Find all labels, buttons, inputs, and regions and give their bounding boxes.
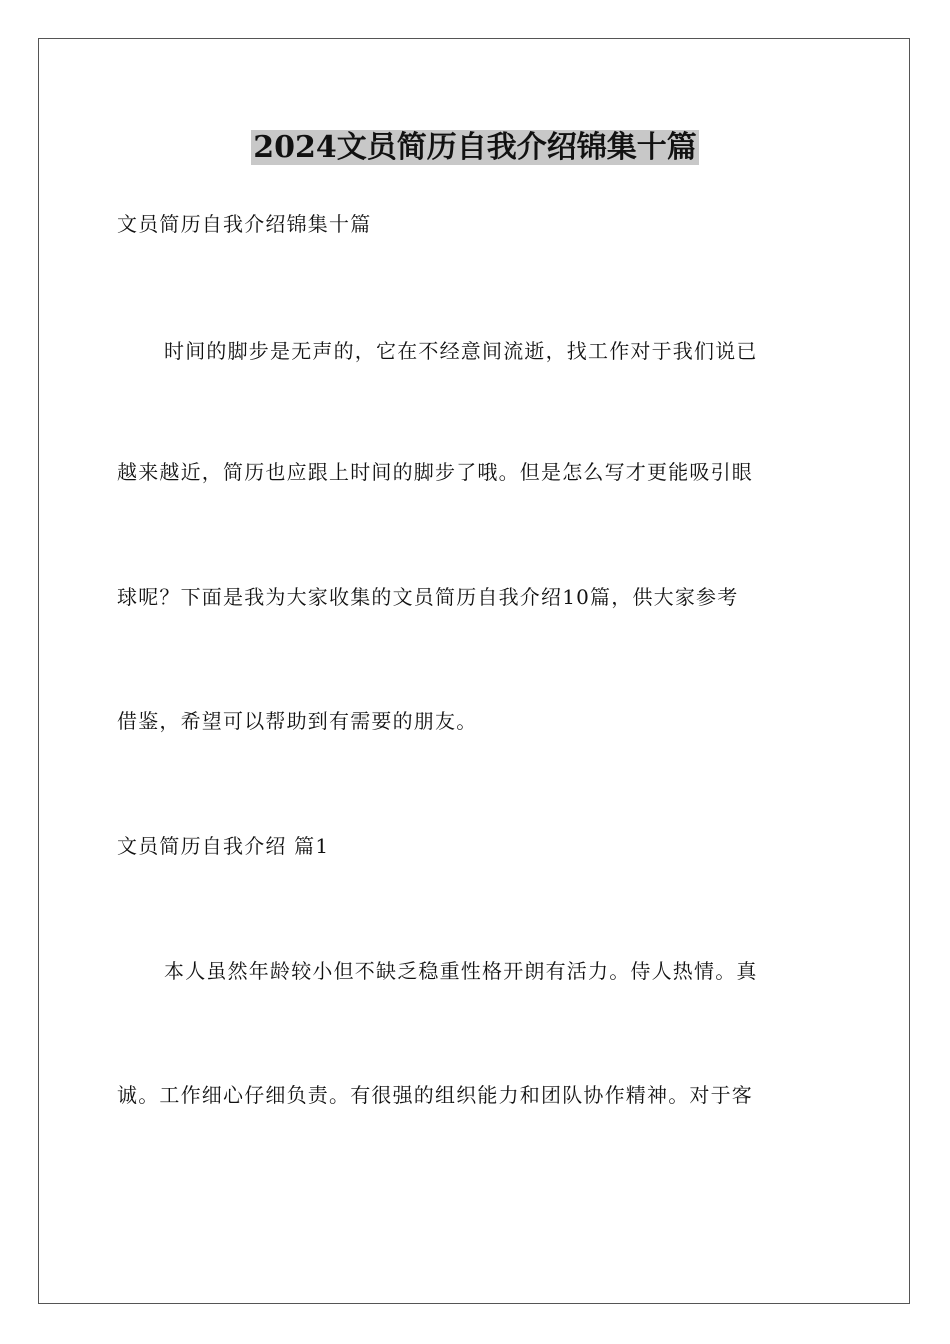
section-paragraph-line: 本人虽然年龄较小但不缺乏稳重性格开朗有活力。侍人热情。真 xyxy=(164,959,758,983)
document-subtitle: 文员简历自我介绍锦集十篇 xyxy=(117,212,372,236)
section-paragraph-line: 诚。工作细心仔细负责。有很强的组织能力和团队协作精神。对于客 xyxy=(117,1083,753,1107)
intro-paragraph-line: 借鉴，希望可以帮助到有需要的朋友。 xyxy=(117,709,478,733)
document-title xyxy=(0,128,950,168)
document-title-text: 2024文员简历自我介绍锦集十篇 xyxy=(253,130,697,165)
section-heading: 文员简历自我介绍 篇1 xyxy=(117,834,330,858)
intro-paragraph-line: 越来越近，简历也应跟上时间的脚步了哦。但是怎么写才更能吸引眼 xyxy=(117,460,753,484)
intro-paragraph-line: 时间的脚步是无声的，它在不经意间流逝，找工作对于我们说已 xyxy=(164,339,758,363)
intro-paragraph-line: 球呢？下面是我为大家收集的文员简历自我介绍10篇，供大家参考 xyxy=(117,585,739,609)
